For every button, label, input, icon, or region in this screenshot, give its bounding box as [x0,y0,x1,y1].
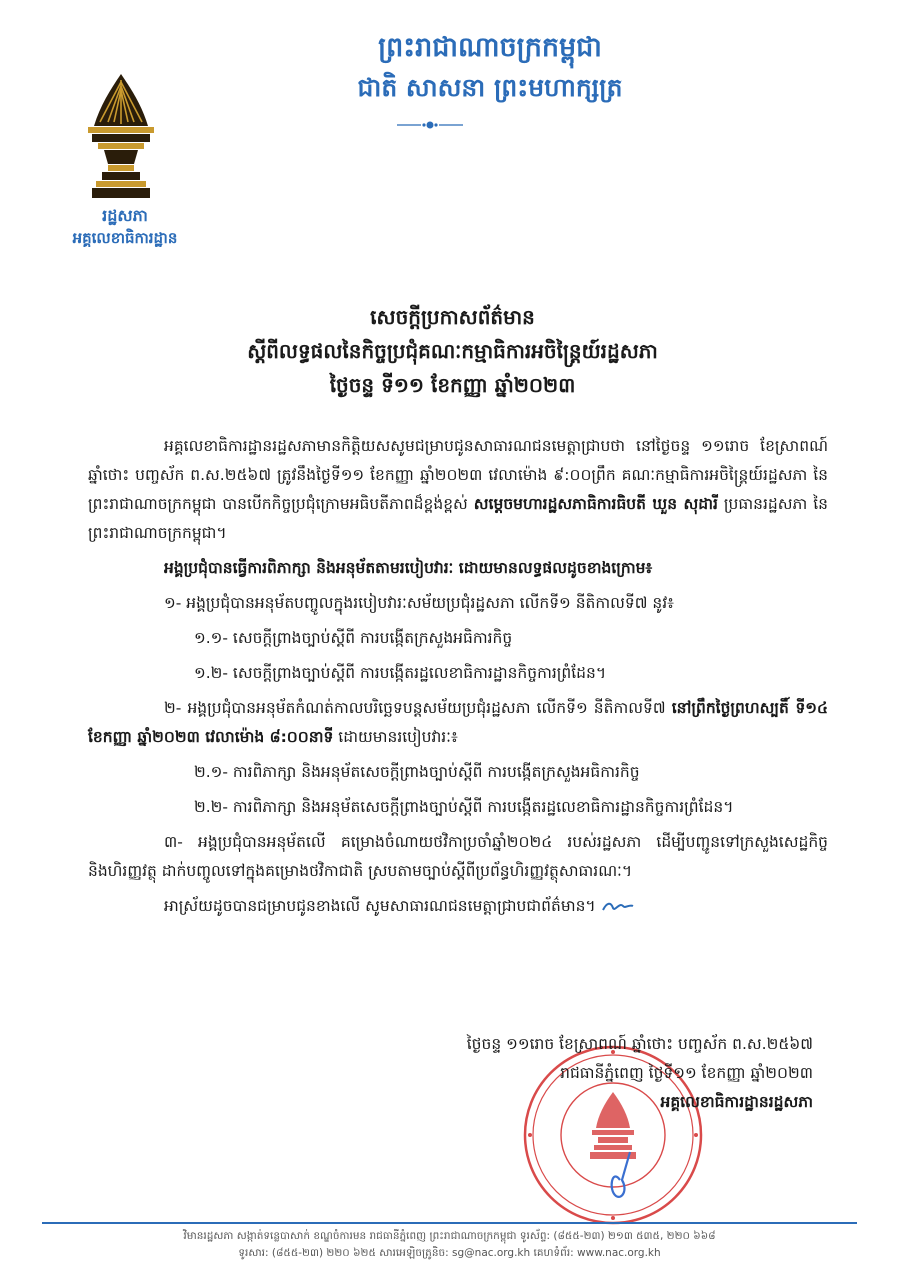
title-line3: ថ្ងៃចន្ទ ទី១១ ខែកញ្ញា ឆ្នាំ២០២៣ [329,373,576,397]
agenda-item-1: ១- អង្គប្រជុំបានអនុម័តបញ្ចូលក្នុងរបៀបវារៈសម័យប្រជុំរដ្ឋសភា លើកទី១ នីតិកាលទី៧ នូវ៖ [164,594,674,612]
agenda-item-1-2: ១.២- សេចក្តីព្រាងច្បាប់ស្តីពី ការបង្កើតរដ្ឋលេខាធិការដ្ឋានកិច្ចការព្រំដែន។ [194,664,607,682]
end-flourish-icon [601,900,635,914]
agenda-item-2-2: ២.២- ការពិភាក្សា និងអនុម័តសេចក្តីព្រាងច្បាប់ស្តីពី ការបង្កើតរដ្ឋលេខាធិការដ្ឋានកិច្ចការព្រំដែន។ [194,798,734,816]
closing-text: អាស្រ័យដូចបានជម្រាបជូនខាងលើ សូមសាធារណជនមេត្តាជ្រាបជាព័ត៌មាន។ [164,897,596,915]
agenda-item-3: ៣- អង្គប្រជុំបានអនុម័តលើ គម្រោងចំណាយថវិកាប្រចាំឆ្នាំ២០២៤ របស់រដ្ឋសភា ដើម្បីបញ្ជូនទៅក្រសួងសេដ្ឋកិច្ច និងហិរញ្ញវត្ថុ ដាក់បញ្ចូលទៅក្នុងគម្រោងថវិកាជាតិ ស្របតាមច្បាប់ស្តីពីប្រព័ន្ធហិរញ្ញវត្ថុសាធារណៈ។ [88,833,828,880]
agenda-item-1-1: ១.១- សេចក្តីព្រាងច្បាប់ស្តីពី ការបង្កើតក្រសួងអធិការកិច្ច [194,629,513,647]
organization-name [40,205,210,249]
footer [42,1228,857,1262]
org-line1: រដ្ឋសភា [102,206,148,225]
intro-president-name: សម្តេចមហារដ្ឋសភាធិការធិបតី ឃួន សុដារី [473,495,718,513]
paragraph-summary: អង្គប្រជុំបានធ្វើការពិភាក្សា និងអនុម័តតាមរបៀបវារៈ ដោយមានលទ្ធផលដូចខាងក្រោម៖ [164,559,653,577]
document-body [88,432,828,921]
kingdom-motto: ជាតិ សាសនា ព្រះមហាក្សត្រ [357,73,623,102]
footer-divider [42,1222,857,1224]
item2-tail: ដោយមានរបៀបវារៈ៖ [333,728,458,746]
title-line2: ស្តីពីលទ្ធផលនៃកិច្ចប្រជុំគណៈកម្មាធិការអចិន្ត្រៃយ៍រដ្ឋសភា [247,339,658,363]
lunar-date: ថ្ងៃចន្ទ ១១រោច ខែស្រាពណ៍ ឆ្នាំថោះ បញ្ចស័ក ព.ស.២៥៦៧ [466,1035,813,1053]
parliament-emblem-icon [80,72,162,200]
agenda-item-2-1: ២.១- ការពិភាក្សា និងអនុម័តសេចក្តីព្រាងច្បាប់ស្តីពី ការបង្កើតក្រសួងអធិការកិច្ច [194,763,640,781]
intro-text: អគ្គលេខាធិការដ្ឋានរដ្ឋសភាមានកិត្តិយសសូមជម្រាបជូនសាធារណជនមេត្តាជ្រាបថា នៅថ្ងៃចន្ទ ១១រោច ខែស្រាពណ៍ ឆ្នាំថោះ បញ្ចស័ក ព.ស.២៥៦៧ ត្រូវនឹងថ្ងៃទី១១ ខែកញ្ញា ឆ្នាំ២០២៣ វេលាម៉ោង ៩:០០ព្រឹក គណៈកម្មាធិការអចិន្ត្រៃយ៍រដ្ឋសភា នៃព្រះរាជាណាចក្រកម្ពុជា បានបើកកិច្ចប្រជុំក្រោមអធិបតីភាពដ៏ខ្ពង់ខ្ពស់ [88,437,828,513]
footer-address: វិមានរដ្ឋសភា សង្កាត់ទន្លេបាសាក់ ខណ្ឌចំការមន រាជធានីភ្នំពេញ ព្រះរាជាណាចក្រកម្ពុជា ទូរស័ព្ទ: (៨៥៥-២៣) ២១៣ ៥៣៥, ២២០ ៦៦៨ [183,1230,716,1242]
paragraph-intro [88,432,828,548]
kingdom-header [250,28,730,108]
document-title [180,300,725,402]
org-line2: អគ្គលេខាធិការដ្ឋាន [72,229,178,247]
intro-tail: ប្រធានរដ្ឋសភា នៃព្រះរាជាណាចក្រកម្ពុជា។ [88,495,828,542]
agenda-item-2 [88,694,828,752]
ornament-divider [395,118,465,132]
closing-paragraph [88,892,828,921]
footer-contact: ទូរសារ: (៨៥៥-២៣) ២២០ ៦២៥ សារអេឡិចត្រូនិច: sg@nac.org.kh គេហទំព័រ: www.nac.org.kh [238,1247,661,1259]
signer-name: អគ្គលេខាធិការដ្ឋានរដ្ឋសភា [660,1093,813,1111]
title-line1: សេចក្តីប្រកាសព័ត៌មាន [370,305,535,329]
item2-date: នៅព្រឹកថ្ងៃព្រហស្បតិ៍ ទី១៤ ខែកញ្ញា ឆ្នាំ២០២៣ វេលាម៉ោង ៨:០០នាទី [88,699,828,746]
signature-block [343,1030,813,1117]
kingdom-title: ព្រះរាជាណាចក្រកម្ពុជា [378,32,602,63]
item2-text: ២- អង្គប្រជុំបានអនុម័តកំណត់កាលបរិច្ឆេទបន្តសម័យប្រជុំរដ្ឋសភា លើកទី១ នីតិកាលទី៧ [164,699,672,717]
place-date: រាជធានីភ្នំពេញ ថ្ងៃទី១១ ខែកញ្ញា ឆ្នាំ២០២៣ [560,1064,813,1082]
